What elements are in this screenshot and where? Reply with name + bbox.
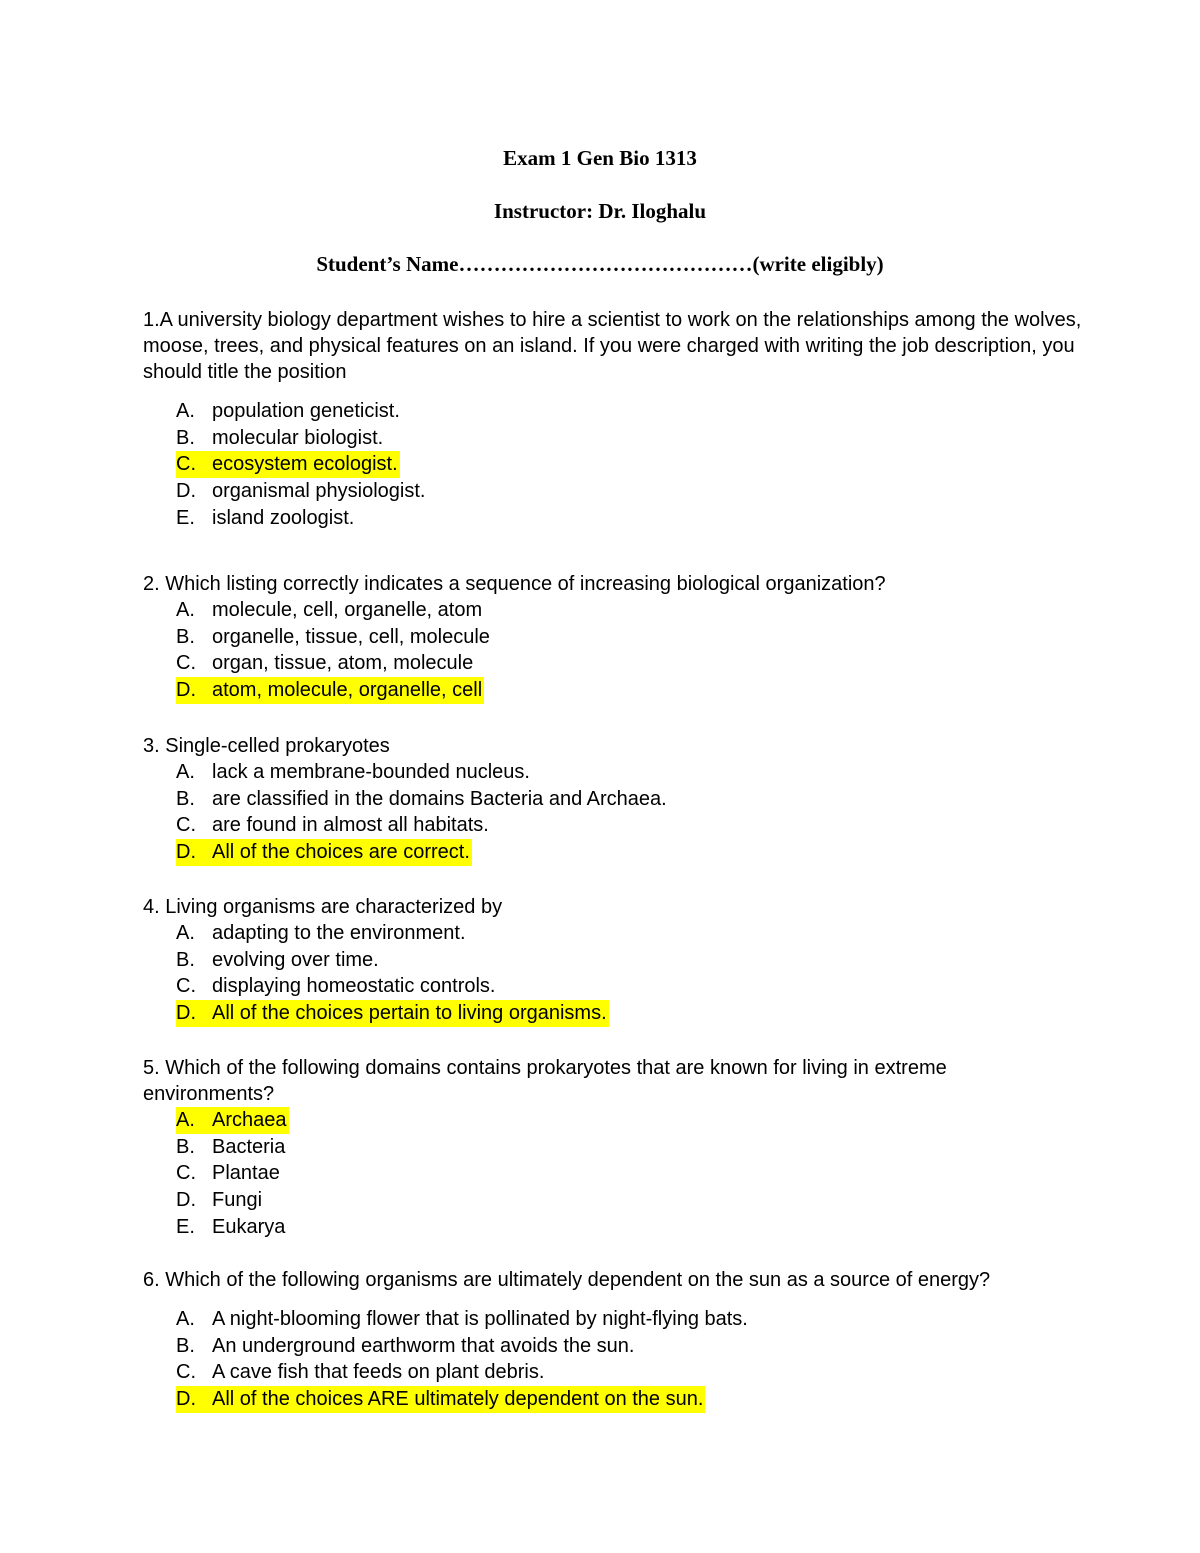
choice-e <box>143 505 1083 532</box>
choice-letter: D. <box>176 480 196 503</box>
choice-list <box>143 920 1083 1027</box>
choice-d <box>143 478 1083 505</box>
choice-b <box>143 425 1083 452</box>
choice-text: organismal physiologist. <box>212 480 426 503</box>
choice-text: Plantae <box>212 1162 280 1185</box>
choice-a <box>143 759 1083 786</box>
student-name-line: Student’s Name……………………………………(write eligibly) <box>316 252 884 276</box>
choice-b <box>143 786 1083 813</box>
choice-letter: D. <box>176 1189 196 1212</box>
choice-letter: B. <box>176 948 195 971</box>
choice-c <box>143 1160 1083 1187</box>
choice-letter: D. <box>176 677 214 704</box>
choice-text: Archaea <box>212 1107 289 1134</box>
choice-letter: B. <box>176 625 195 648</box>
choice-list <box>143 398 1083 531</box>
choice-b <box>143 1333 1083 1360</box>
choice-text: Fungi <box>212 1189 263 1212</box>
choice-letter: D. <box>176 839 214 866</box>
choice-letter: A. <box>176 400 195 422</box>
choice-text: A night-blooming flower that is pollinated by night-flying bats. <box>212 1308 748 1330</box>
choice-a <box>143 398 1083 425</box>
choice-c <box>143 451 1083 478</box>
choice-e <box>143 1214 1083 1241</box>
choice-a <box>143 1107 1083 1134</box>
choice-a <box>143 920 1083 947</box>
choice-text: organelle, tissue, cell, molecule <box>212 625 490 648</box>
choice-text: molecular biologist. <box>212 426 384 449</box>
question-5 <box>143 1055 1083 1240</box>
choice-letter: A. <box>176 1308 195 1330</box>
question-text: 3. Single-celled prokaryotes <box>143 735 390 757</box>
choice-letter: A. <box>176 761 195 783</box>
choice-d <box>143 1000 1083 1027</box>
choice-letter: D. <box>176 1386 214 1413</box>
choice-b <box>143 947 1083 974</box>
choice-letter: A. <box>176 599 195 621</box>
choice-a <box>143 597 1083 624</box>
choice-d <box>143 839 1083 866</box>
choice-text: ecosystem ecologist. <box>212 451 400 478</box>
choice-text: An underground earthworm that avoids the sun. <box>212 1334 635 1357</box>
question-text: 1.A university biology department wishes to hire a scientist to work on the relationships among the wolves, moose, trees, and physical features on an island. If you were charged with writing the job description, you should title the position <box>143 309 1082 383</box>
choice-text: displaying homeostatic controls. <box>212 975 496 998</box>
choice-letter: C. <box>176 975 196 998</box>
choice-text: Eukarya <box>212 1215 286 1238</box>
question-3 <box>143 733 1083 866</box>
choice-letter: B. <box>176 426 195 449</box>
choice-letter: D. <box>176 1000 214 1027</box>
choice-a <box>143 1306 1083 1333</box>
choice-text: All of the choices ARE ultimately dependent on the sun. <box>212 1386 705 1413</box>
choice-letter: E. <box>176 506 195 529</box>
choice-text: molecule, cell, organelle, atom <box>212 599 483 621</box>
choice-d <box>143 677 1083 704</box>
choice-text: organ, tissue, atom, molecule <box>212 652 474 675</box>
choice-d <box>143 1187 1083 1214</box>
choice-text: are found in almost all habitats. <box>212 814 489 837</box>
choice-text: All of the choices pertain to living organisms. <box>212 1000 609 1027</box>
instructor-line: Instructor: Dr. Iloghalu <box>493 199 707 223</box>
choice-c <box>143 812 1083 839</box>
question-1 <box>143 307 1083 531</box>
choice-letter: A. <box>176 922 195 944</box>
choice-c <box>143 650 1083 677</box>
choice-letter: E. <box>176 1215 195 1238</box>
choice-letter: B. <box>176 1135 195 1158</box>
choice-letter: C. <box>176 814 196 837</box>
choice-list <box>143 1306 1083 1413</box>
choice-letter: C. <box>176 1162 196 1185</box>
choice-text: Bacteria <box>212 1135 286 1158</box>
exam-title: Exam 1 Gen Bio 1313 <box>503 146 697 170</box>
choice-letter: B. <box>176 1334 195 1357</box>
choice-text: A cave fish that feeds on plant debris. <box>212 1361 545 1384</box>
choice-text: island zoologist. <box>212 506 355 529</box>
choice-b <box>143 624 1083 651</box>
choice-text: population geneticist. <box>212 400 400 422</box>
choice-text: lack a membrane-bounded nucleus. <box>212 761 530 783</box>
choice-letter: C. <box>176 652 196 675</box>
choice-list <box>143 1107 1083 1240</box>
question-6 <box>143 1267 1083 1413</box>
choice-letter: A. <box>176 1107 213 1134</box>
question-text: 4. Living organisms are characterized by <box>143 896 503 918</box>
choice-text: evolving over time. <box>212 948 379 971</box>
choice-c <box>143 973 1083 1000</box>
choice-letter: B. <box>176 787 195 810</box>
choice-b <box>143 1134 1083 1161</box>
choice-text: are classified in the domains Bacteria and Archaea. <box>212 787 667 810</box>
question-4 <box>143 894 1083 1027</box>
choice-text: All of the choices are correct. <box>212 839 472 866</box>
question-text: 5. Which of the following domains contains prokaryotes that are known for living in extreme environments? <box>143 1057 947 1105</box>
question-2 <box>143 571 1083 704</box>
question-text: 6. Which of the following organisms are ultimately dependent on the sun as a source of energy? <box>143 1269 991 1291</box>
choice-d <box>143 1386 1083 1413</box>
choice-text: atom, molecule, organelle, cell <box>212 677 484 704</box>
choice-letter: C. <box>176 1361 196 1384</box>
question-text: 2. Which listing correctly indicates a sequence of increasing biological organization? <box>143 573 886 595</box>
choice-letter: C. <box>176 451 214 478</box>
choice-text: adapting to the environment. <box>212 922 466 944</box>
choice-list <box>143 597 1083 704</box>
choice-list <box>143 759 1083 866</box>
choice-c <box>143 1359 1083 1386</box>
